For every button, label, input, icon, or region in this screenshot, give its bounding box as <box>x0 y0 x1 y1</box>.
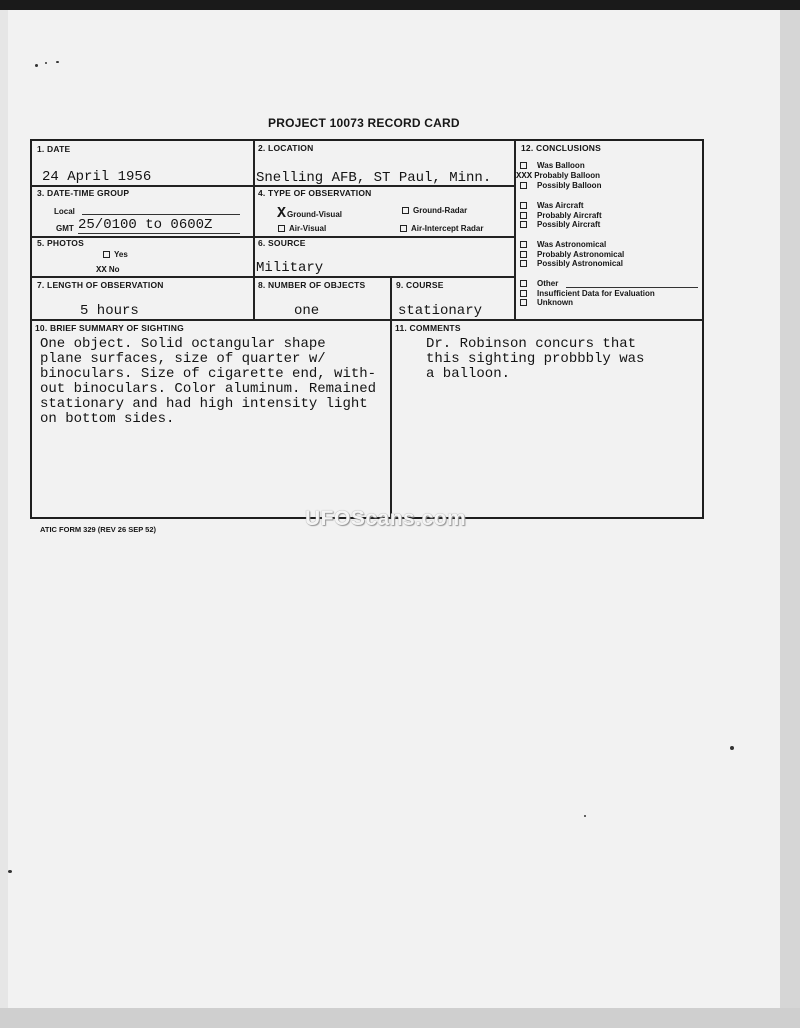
insufficient-data-text: Insufficient Data for Evaluation <box>537 288 655 298</box>
checkbox-icon <box>520 299 527 306</box>
checkbox-icon <box>520 182 527 189</box>
scan-bottom-edge <box>0 1008 800 1028</box>
insufficient-data-option <box>520 289 655 299</box>
checkbox-icon <box>400 225 407 232</box>
probably-balloon-option <box>516 170 601 182</box>
length-of-observation-label: 7. LENGTH OF OBSERVATION <box>37 280 164 290</box>
source-label: 6. SOURCE <box>258 238 306 248</box>
possibly-aircraft-text: Possibly Aircraft <box>537 220 601 229</box>
form-number-footer: ATIC FORM 329 (REV 26 SEP 52) <box>40 525 157 534</box>
conclusions-label: 12. CONCLUSIONS <box>521 143 601 153</box>
course-value: stationary <box>398 303 483 319</box>
local-label: Local <box>54 207 75 216</box>
was-balloon-option <box>520 161 601 171</box>
was-astronomical-option <box>520 240 624 250</box>
ground-radar-option <box>402 206 467 215</box>
scan-speck <box>730 746 734 750</box>
ground-radar-text: Ground-Radar <box>413 206 468 215</box>
probably-aircraft-text: Probably Aircraft <box>537 210 602 220</box>
scan-top-edge <box>0 0 800 10</box>
comments-line: a balloon. <box>426 366 511 382</box>
possibly-astronomical-text: Possibly Astronomical <box>537 259 623 268</box>
photos-no-mark: XX <box>96 265 107 275</box>
probably-astronomical-text: Probably Astronomical <box>537 249 625 259</box>
checkbox-icon <box>520 260 527 267</box>
probably-aircraft-option <box>520 211 602 221</box>
scan-right-edge <box>780 10 800 1008</box>
possibly-balloon-text: Possibly Balloon <box>537 181 602 190</box>
type-of-observation-label: 4. TYPE OF OBSERVATION <box>258 188 372 198</box>
probably-balloon-text: Probably Balloon <box>534 170 600 180</box>
date-label: 1. DATE <box>37 144 71 154</box>
scan-speck <box>35 64 38 67</box>
scan-speck <box>584 815 586 817</box>
possibly-astronomical-option <box>520 259 624 269</box>
location-label: 2. LOCATION <box>258 143 314 153</box>
checkbox-icon <box>103 251 110 258</box>
local-underline <box>82 214 240 215</box>
date-time-group-label: 3. DATE-TIME GROUP <box>37 188 130 198</box>
checkbox-icon <box>520 280 527 287</box>
possibly-balloon-option <box>520 181 601 191</box>
brief-summary-line: stationary and had high intensity light <box>40 396 368 412</box>
photos-label: 5. PHOTOS <box>37 238 84 248</box>
divider-vertical-1 <box>253 140 255 320</box>
checkbox-icon <box>520 290 527 297</box>
conclusions-aircraft-group <box>520 201 602 230</box>
air-visual-text: Air-Visual <box>289 224 327 233</box>
comments-line: this sighting probbbly was <box>426 351 645 367</box>
possibly-aircraft-option <box>520 220 602 230</box>
number-of-objects-label: 8. NUMBER OF OBJECTS <box>258 280 366 290</box>
photos-yes-option <box>103 250 128 259</box>
probably-balloon-mark: XXX <box>516 170 533 181</box>
checkbox-icon <box>520 212 527 219</box>
brief-summary-line: One object. Solid octangular shape <box>40 336 326 352</box>
scan-speck <box>56 61 59 63</box>
card-title: PROJECT 10073 RECORD CARD <box>268 116 460 130</box>
photos-no-option <box>96 265 119 275</box>
watermark-text: UFOScans.com <box>305 507 467 530</box>
checkbox-icon <box>520 221 527 228</box>
checkbox-icon <box>520 251 527 258</box>
brief-summary-line: out binoculars. Color aluminum. Remained <box>40 381 377 397</box>
scan-speck <box>8 870 12 873</box>
photos-no-text: No <box>108 265 120 274</box>
gmt-label: GMT <box>56 224 74 233</box>
divider-row-3 <box>31 276 515 278</box>
air-visual-option <box>278 224 326 233</box>
course-label: 9. COURSE <box>396 280 444 290</box>
other-text: Other <box>537 279 559 288</box>
other-underline <box>566 287 698 288</box>
scan-speck <box>45 62 47 64</box>
ground-visual-text: Ground-Visual <box>287 210 342 219</box>
checkbox-icon <box>520 241 527 248</box>
divider-vertical-3 <box>390 276 392 519</box>
divider-row-4 <box>31 319 703 321</box>
air-intercept-radar-option <box>400 224 483 233</box>
conclusions-astronomical-group <box>520 240 624 269</box>
photos-yes-text: Yes <box>114 250 128 259</box>
checkbox-icon <box>520 162 527 169</box>
brief-summary-line: binoculars. Size of cigarette end, with- <box>40 366 377 382</box>
checkbox-icon <box>520 202 527 209</box>
unknown-option <box>520 298 655 308</box>
checkbox-icon <box>402 207 409 214</box>
date-value: 24 April 1956 <box>42 169 152 185</box>
ground-visual-option <box>277 205 342 222</box>
gmt-underline <box>78 233 240 234</box>
was-balloon-text: Was Balloon <box>537 161 585 170</box>
checked-x-mark: X <box>277 205 287 222</box>
probably-astronomical-option <box>520 250 624 260</box>
air-intercept-radar-text: Air-Intercept Radar <box>411 224 484 233</box>
location-value: Snelling AFB, ST Paul, Minn. <box>256 170 492 186</box>
was-aircraft-option <box>520 201 602 211</box>
gmt-value: 25/0100 to 0600Z <box>78 217 213 233</box>
comments-line: Dr. Robinson concurs that <box>426 336 637 352</box>
brief-summary-line: plane surfaces, size of quarter w/ <box>40 351 326 367</box>
conclusions-balloon-group <box>516 161 602 191</box>
brief-summary-line: on bottom sides. <box>40 411 175 427</box>
comments-label: 11. COMMENTS <box>395 323 461 333</box>
conclusions-other-group <box>520 279 655 308</box>
was-aircraft-text: Was Aircraft <box>537 201 584 210</box>
number-of-objects-value: one <box>294 303 320 319</box>
length-of-observation-value: 5 hours <box>80 303 139 319</box>
source-value: Military <box>256 260 324 276</box>
unknown-text: Unknown <box>537 298 573 307</box>
divider-vertical-2 <box>514 140 516 320</box>
checkbox-icon <box>278 225 285 232</box>
brief-summary-label: 10. BRIEF SUMMARY OF SIGHTING <box>35 323 184 333</box>
was-astronomical-text: Was Astronomical <box>537 240 607 249</box>
